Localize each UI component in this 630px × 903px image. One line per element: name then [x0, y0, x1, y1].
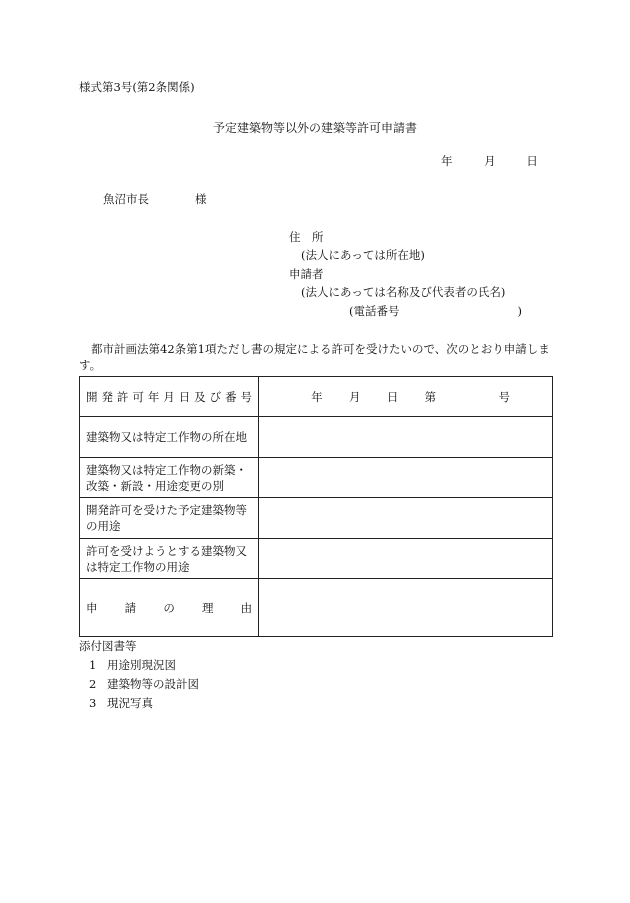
label-char: の: [163, 600, 175, 615]
label-char: 由: [240, 600, 253, 615]
permit-date-number-value[interactable]: [259, 377, 553, 417]
attachment-item: [89, 678, 199, 692]
table-row: [80, 579, 553, 637]
permit-number-suffix: 号: [498, 389, 510, 404]
attachment-item: [89, 659, 176, 673]
spaced-label: [86, 389, 252, 405]
addressee: [103, 193, 207, 207]
date-day-label: 日: [526, 154, 538, 168]
addressee-name: 魚沼市長: [103, 192, 149, 206]
spaced-label: [86, 600, 252, 616]
permit-month-label: 月: [349, 389, 361, 404]
planned-use-label: 開発許可を受けた予定建築物等の用途: [80, 498, 259, 539]
label-char: 月: [163, 389, 175, 404]
attachment-item: [89, 697, 153, 711]
table-row: [80, 539, 553, 579]
attachments-title: 添付図書等: [79, 639, 137, 653]
permit-day-label: 日: [386, 389, 399, 404]
permit-year-label: 年: [311, 389, 323, 404]
permit-value-labels: [265, 389, 546, 405]
permit-number-prefix: 第: [424, 389, 437, 404]
label-char: 可: [132, 389, 144, 404]
construction-type-value[interactable]: [259, 458, 553, 498]
label-char: 番: [225, 389, 237, 404]
attachment-number: 1: [89, 658, 97, 672]
applicant-label: 申請者: [289, 267, 324, 281]
label-char: 請: [124, 600, 137, 615]
date-month-label: 月: [484, 154, 496, 168]
document-title: 予定建築物等以外の建築等許可申請書: [212, 121, 417, 135]
label-char: 号: [240, 389, 253, 404]
phone-close: ): [517, 304, 522, 318]
label-char: 開: [86, 389, 98, 404]
application-table: [79, 376, 553, 637]
reason-value[interactable]: [259, 579, 553, 637]
date-year-label: 年: [441, 154, 453, 168]
applicant-note: (法人にあっては名称及び代表者の氏名): [301, 285, 506, 299]
construction-type-label: 建築物又は特定工作物の新築・改築・新設・用途変更の別: [80, 458, 259, 498]
label-char: 申: [86, 600, 98, 615]
attachment-number: 2: [89, 677, 97, 691]
permit-date-number-label: [80, 377, 259, 417]
attachment-text: 現況写真: [107, 696, 153, 710]
label-char: び: [209, 389, 222, 404]
form-number: 様式第3号(第2条関係): [79, 80, 195, 94]
attachment-text: 建築物等の設計図: [107, 677, 199, 691]
address-note: (法人にあっては所在地): [301, 248, 425, 262]
address-label: 住 所: [289, 230, 324, 244]
table-row: [80, 417, 553, 458]
label-char: 年: [147, 389, 160, 404]
phone-line: [349, 305, 522, 319]
label-char: 許: [116, 389, 129, 404]
attachment-number: 3: [89, 696, 97, 710]
label-char: 及: [194, 389, 206, 404]
date-line: [441, 155, 538, 169]
label-char: 理: [201, 600, 214, 615]
phone-label: (電話番号: [349, 304, 400, 318]
intro-text: 都市計画法第42条第1項ただし書の規定による許可を受けたいので、次のとおり申請します。: [79, 342, 550, 372]
label-char: 日: [178, 389, 191, 404]
addressee-honorific: 様: [195, 192, 207, 206]
table-row: [80, 458, 553, 498]
reason-label: [80, 579, 259, 637]
label-char: 発: [101, 389, 113, 404]
location-label: 建築物又は特定工作物の所在地: [80, 417, 259, 458]
table-row: [80, 498, 553, 539]
planned-use-value[interactable]: [259, 498, 553, 539]
table-row: [80, 377, 553, 417]
attachment-text: 用途別現況図: [107, 658, 176, 672]
requested-use-value[interactable]: [259, 539, 553, 579]
requested-use-label: 許可を受けようとする建築物又は特定工作物の用途: [80, 539, 259, 579]
location-value[interactable]: [259, 417, 553, 458]
